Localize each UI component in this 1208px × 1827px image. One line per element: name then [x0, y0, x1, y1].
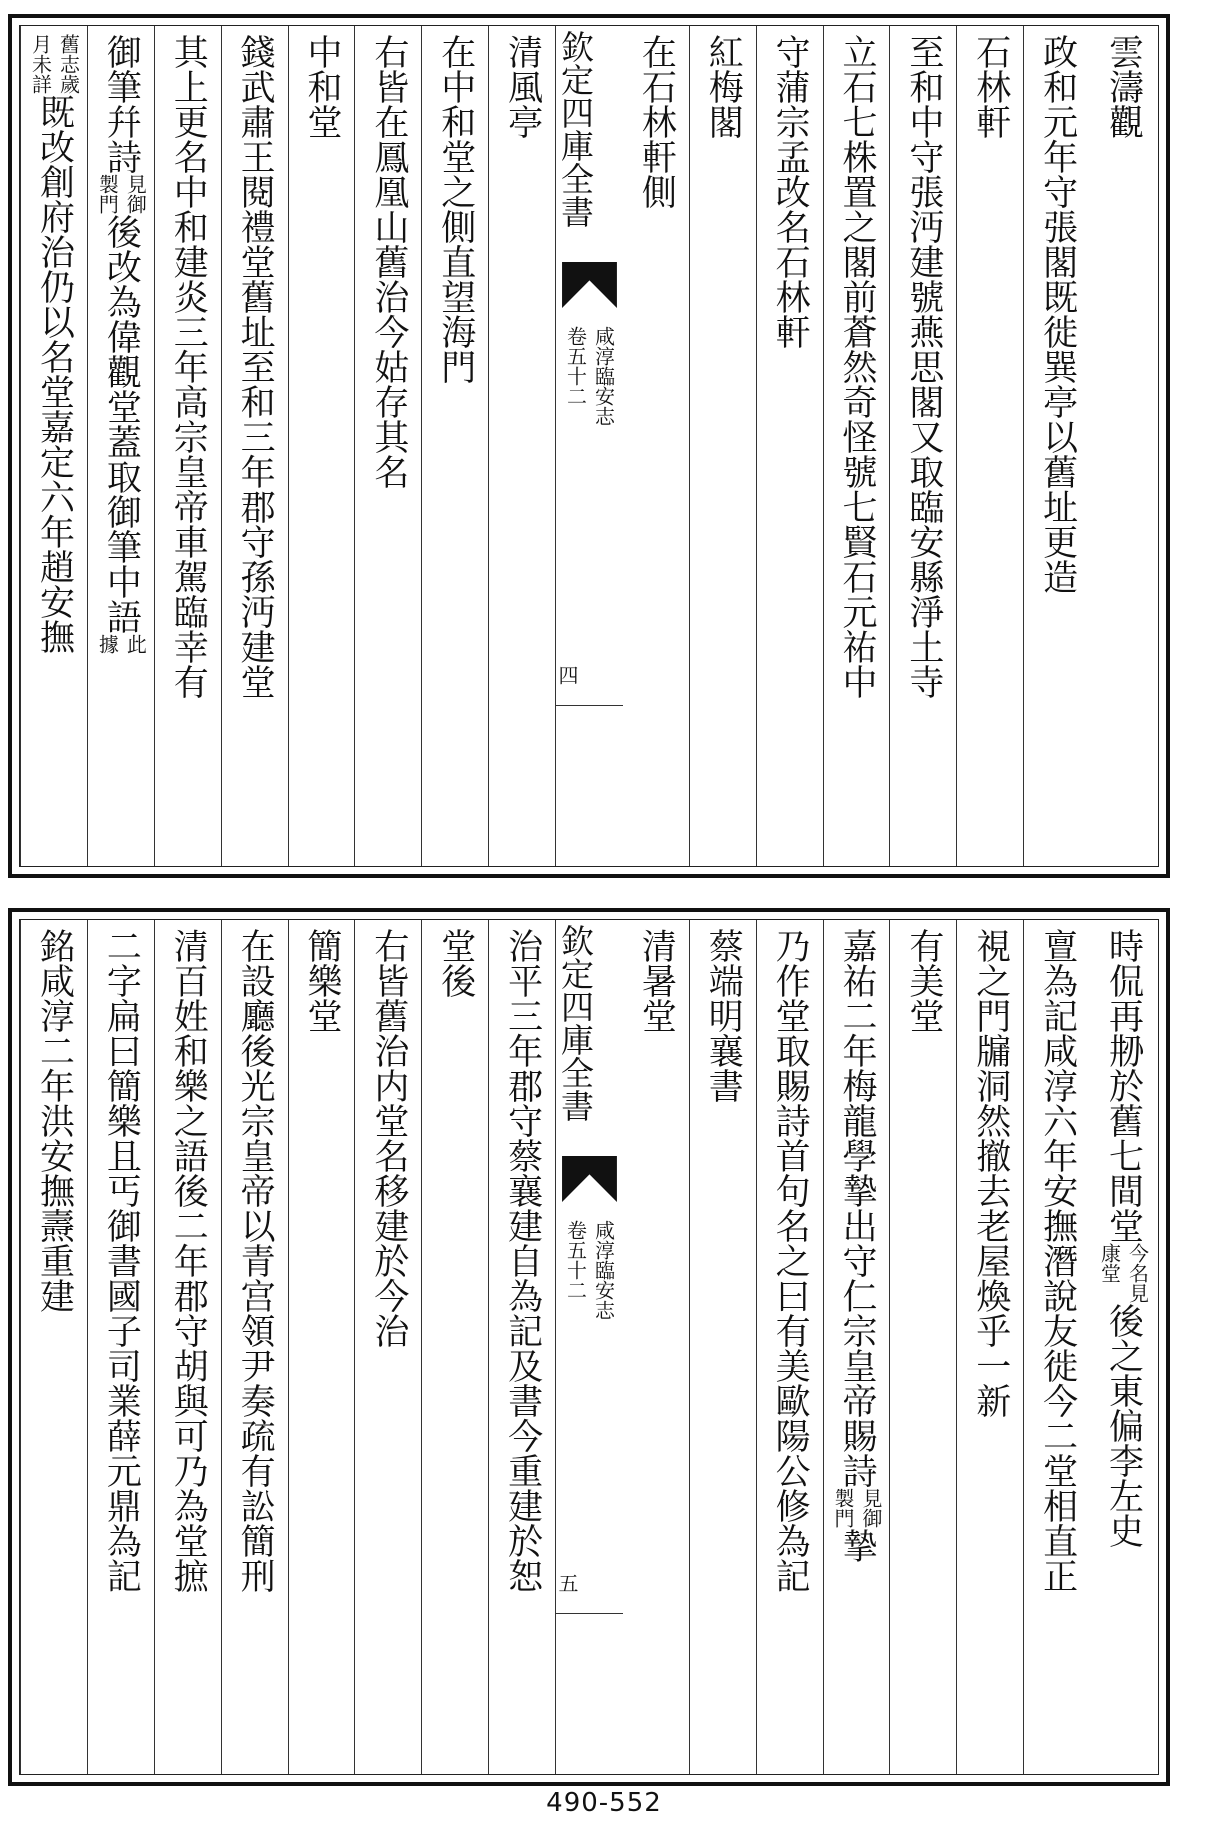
text-column	[20, 26, 88, 866]
fishtail-mark-icon	[562, 262, 617, 308]
leaf-page-number: 五	[555, 1573, 580, 1593]
column-text: 在石林軒側	[636, 34, 677, 209]
annotation-line: 製門	[831, 1488, 856, 1528]
annotation-line: 舊志歲	[56, 34, 81, 94]
annotation-line: 見御	[859, 1488, 884, 1528]
annotation-line: 見御	[123, 174, 148, 214]
column-text: 乃作堂取賜詩首句名之曰有美歐陽公修為記	[770, 928, 811, 1593]
text-column	[20, 920, 88, 1774]
column-text: 雲濤觀	[1103, 34, 1144, 139]
text-column	[288, 920, 356, 1774]
column-text: 政和元年守張閣既徙巽亭以舊址更造	[1037, 34, 1078, 594]
text-column	[756, 920, 824, 1774]
volume-label: 卷五十二	[563, 1220, 588, 1300]
text-column	[488, 26, 556, 866]
fold-subtitle	[564, 1220, 614, 1320]
center-fold-column	[555, 26, 623, 866]
column-text: 右皆舊治内堂名移建於今治	[368, 928, 409, 1348]
text-column	[1023, 920, 1091, 1774]
book-title: 欽定四庫全書	[556, 30, 596, 228]
text-column	[87, 26, 155, 866]
text-column	[689, 26, 757, 866]
text-column	[288, 26, 356, 866]
column-text: 右皆在鳳凰山舊治今姑存其名	[368, 34, 409, 489]
column-text: 治平三年郡守蔡襄建自為記及書今重建於恕	[502, 928, 543, 1593]
column-text: 既改創府治仍以名堂嘉定六年趙安撫	[34, 94, 75, 654]
lower-page-frame	[19, 919, 1159, 1775]
column-text: 紅梅閣	[703, 34, 744, 139]
column-text: 石林軒	[970, 34, 1011, 139]
annotation-line: 今名見	[1125, 1243, 1150, 1303]
interlinear-note	[96, 634, 146, 654]
column-text: 其上更名中和建炎三年高宗皇帝車駕臨幸有	[168, 34, 209, 699]
column-text: 後之東偏李左史	[1103, 1303, 1144, 1548]
text-column	[354, 920, 422, 1774]
text-column	[889, 26, 957, 866]
text-column	[889, 920, 957, 1774]
annotation-line: 此	[123, 634, 148, 654]
text-column	[756, 26, 824, 866]
annotation-line: 據	[95, 634, 120, 654]
text-column	[221, 26, 289, 866]
column-text: 嘉祐二年梅龍學摯出守仁宗皇帝賜詩	[837, 928, 878, 1488]
text-column	[87, 920, 155, 1774]
book-title: 欽定四庫全書	[556, 924, 596, 1122]
fold-subtitle	[564, 326, 614, 426]
text-column	[689, 920, 757, 1774]
column-text: 簡樂堂	[301, 928, 342, 1033]
column-text: 視之門牖洞然撤去老屋煥乎一新	[970, 928, 1011, 1418]
text-column	[1090, 920, 1157, 1774]
text-column	[823, 920, 891, 1774]
text-column	[956, 26, 1024, 866]
column-text: 立石七株置之閣前蒼然奇怪號七賢石元祐中	[837, 34, 878, 699]
source-title: 咸淳臨安志	[591, 1220, 616, 1320]
column-text: 在設廳後光宗皇帝以青宫領尹奏疏有訟簡刑	[235, 928, 276, 1593]
column-text: 堂後	[435, 928, 476, 998]
column-text: 銘咸淳二年洪安撫燾重建	[34, 928, 75, 1313]
column-text: 清風亭	[502, 34, 543, 139]
leaf-page-number: 四	[555, 665, 580, 685]
volume-label: 卷五十二	[563, 326, 588, 406]
column-text: 有美堂	[903, 928, 944, 1033]
column-text: 中和堂	[301, 34, 342, 139]
column-text: 清百姓和樂之語後二年郡守胡與可乃為堂摭	[168, 928, 209, 1593]
column-text: 在中和堂之側直望海門	[435, 34, 476, 384]
text-column	[956, 920, 1024, 1774]
column-text: 亶為記咸淳六年安撫潛說友徙今二堂相直正	[1037, 928, 1078, 1593]
interlinear-note	[832, 1488, 882, 1528]
interlinear-note	[29, 34, 79, 94]
lower-page	[8, 908, 1170, 1786]
text-column	[622, 920, 690, 1774]
interlinear-note	[96, 174, 146, 214]
column-text: 摯	[837, 1528, 878, 1563]
column-text: 御筆幷詩	[101, 34, 142, 174]
text-column	[1090, 26, 1157, 866]
column-text: 後改為偉觀堂蓋取御筆中語	[101, 214, 142, 634]
annotation-line: 月未詳	[28, 34, 53, 94]
text-column	[154, 26, 222, 866]
text-column	[354, 26, 422, 866]
column-text: 蔡端明襄書	[703, 928, 744, 1103]
upper-page-frame	[19, 25, 1159, 867]
interlinear-note	[1099, 1243, 1149, 1303]
text-column	[421, 26, 489, 866]
column-text: 守蒲宗孟改名石林軒	[770, 34, 811, 349]
column-text: 清暑堂	[636, 928, 677, 1033]
page-footer-number: 490-552	[546, 1788, 662, 1818]
column-text: 錢武肅王閱禮堂舊址至和三年郡守孫沔建堂	[235, 34, 276, 699]
annotation-line: 製門	[95, 174, 120, 214]
source-title: 咸淳臨安志	[591, 326, 616, 426]
text-column	[221, 920, 289, 1774]
text-column	[488, 920, 556, 1774]
column-text: 二字扁曰簡樂且丐御書國子司業薛元鼎為記	[101, 928, 142, 1593]
text-column	[823, 26, 891, 866]
annotation-line: 康堂	[1097, 1243, 1122, 1283]
column-text: 時侃再刱於舊七間堂	[1103, 928, 1144, 1243]
column-text: 至和中守張沔建號燕思閣又取臨安縣淨土寺	[903, 34, 944, 699]
text-column	[622, 26, 690, 866]
text-column	[421, 920, 489, 1774]
center-fold-column	[555, 920, 623, 1774]
text-column	[1023, 26, 1091, 866]
text-column	[154, 920, 222, 1774]
upper-page	[8, 14, 1170, 878]
fishtail-mark-icon	[562, 1156, 617, 1202]
